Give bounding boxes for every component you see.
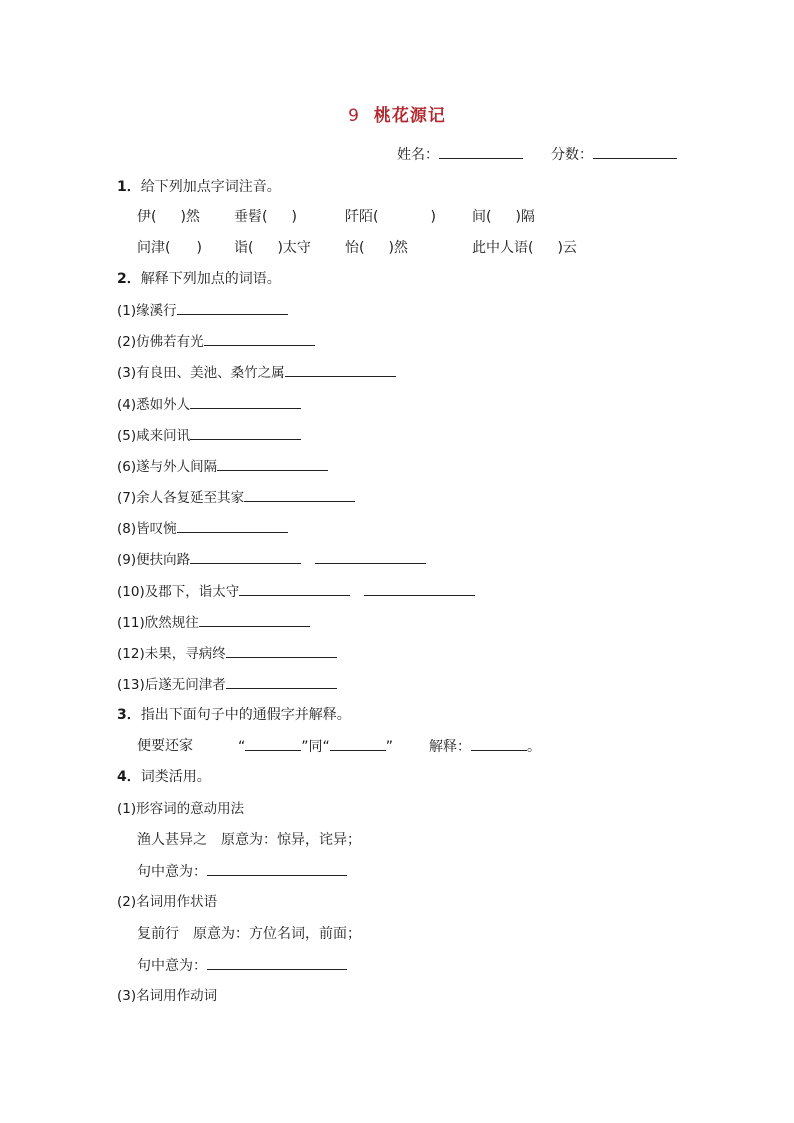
answer-blank[interactable]: [285, 362, 396, 377]
list-item: (6)遂与外人间隔: [117, 456, 328, 477]
score-label: 分数：: [551, 147, 593, 163]
pinyin-item: 伊( )然: [137, 209, 200, 225]
list-item: (2)仿佛若有光: [117, 331, 315, 352]
list-item: (7)余人各复延至其家: [117, 487, 355, 508]
sub-heading: (2)名词用作状语: [117, 894, 218, 910]
list-item: (9)便扶向路: [117, 549, 426, 570]
pinyin-item: 此中人语( )云: [472, 240, 577, 256]
sentence: 便要还家: [137, 738, 193, 754]
tongjia-line: “ ”同“ ”: [238, 736, 393, 757]
answer-blank[interactable]: [199, 612, 310, 627]
pinyin-item: 诣( )太守: [234, 240, 311, 256]
answer-blank[interactable]: [226, 674, 337, 689]
answer-blank[interactable]: [364, 581, 475, 596]
pinyin-item: 垂髫( ): [234, 209, 297, 225]
sub-heading: (3)名词用作动词: [117, 988, 218, 1004]
example-line: 复前行 原意为：方位名词，前面；: [137, 926, 361, 942]
tongjia-blank-1[interactable]: [245, 736, 301, 751]
example-line: 渔人甚异之 原意为：惊异，诧异；: [137, 832, 361, 848]
question-4: [117, 767, 211, 787]
question-text: 词类活用。: [140, 769, 211, 785]
answer-blank[interactable]: [207, 955, 347, 970]
pinyin-item: 怡( )然: [345, 240, 408, 256]
question-number: 3．: [117, 707, 141, 723]
question-2: [117, 269, 281, 289]
list-item: (5)咸来问讯: [117, 425, 301, 446]
answer-blank[interactable]: [190, 425, 301, 440]
name-label: 姓名：: [397, 147, 439, 163]
question-number: 1．: [117, 179, 141, 195]
score-field: [551, 144, 677, 165]
answer-blank[interactable]: [315, 549, 426, 564]
tongjia-blank-2[interactable]: [330, 736, 386, 751]
answer-blank[interactable]: [190, 394, 301, 409]
question-text: 给下列加点字词注音。: [140, 179, 281, 195]
list-item: (4)悉如外人: [117, 394, 301, 415]
question-1: [117, 177, 281, 197]
answer-line: 句中意为：: [137, 955, 347, 976]
list-item: (13)后遂无问津者: [117, 674, 337, 695]
name-blank[interactable]: [439, 144, 523, 159]
explain-line: 解释： 。: [429, 736, 541, 757]
answer-blank[interactable]: [204, 331, 315, 346]
answer-blank[interactable]: [177, 518, 288, 533]
explain-blank[interactable]: [471, 736, 527, 751]
question-3: [117, 705, 351, 725]
list-item: (12)未果，寻病终: [117, 643, 337, 664]
question-text: 解释下列加点的词语。: [140, 271, 281, 287]
list-item: (11)欣然规往: [117, 612, 310, 633]
answer-line: 句中意为：: [137, 861, 347, 882]
list-item: (8)皆叹惋: [117, 518, 288, 539]
answer-blank[interactable]: [177, 300, 288, 315]
question-text: 指出下面句子中的通假字并解释。: [140, 707, 351, 723]
lesson-title: 桃花源记: [373, 106, 446, 126]
answer-blank[interactable]: [226, 643, 337, 658]
pinyin-item: 问津( ): [137, 240, 202, 256]
sub-heading: (1)形容词的意动用法: [117, 801, 245, 817]
question-number: 4．: [117, 769, 141, 785]
name-field: [397, 144, 523, 165]
answer-blank[interactable]: [207, 861, 347, 876]
pinyin-item: 间( )隔: [472, 209, 535, 225]
answer-blank[interactable]: [190, 549, 301, 564]
answer-blank[interactable]: [239, 581, 350, 596]
list-item: (1)缘溪行: [117, 300, 288, 321]
pinyin-item: 阡陌( ): [345, 209, 436, 225]
score-blank[interactable]: [593, 144, 677, 159]
list-item: (10)及郡下，诣太守: [117, 581, 475, 602]
lesson-number: 9: [348, 106, 360, 126]
page-title: [0, 106, 794, 126]
question-number: 2．: [117, 271, 141, 287]
list-item: (3)有良田、美池、桑竹之属: [117, 362, 396, 383]
answer-blank[interactable]: [244, 487, 355, 502]
answer-blank[interactable]: [217, 456, 328, 471]
